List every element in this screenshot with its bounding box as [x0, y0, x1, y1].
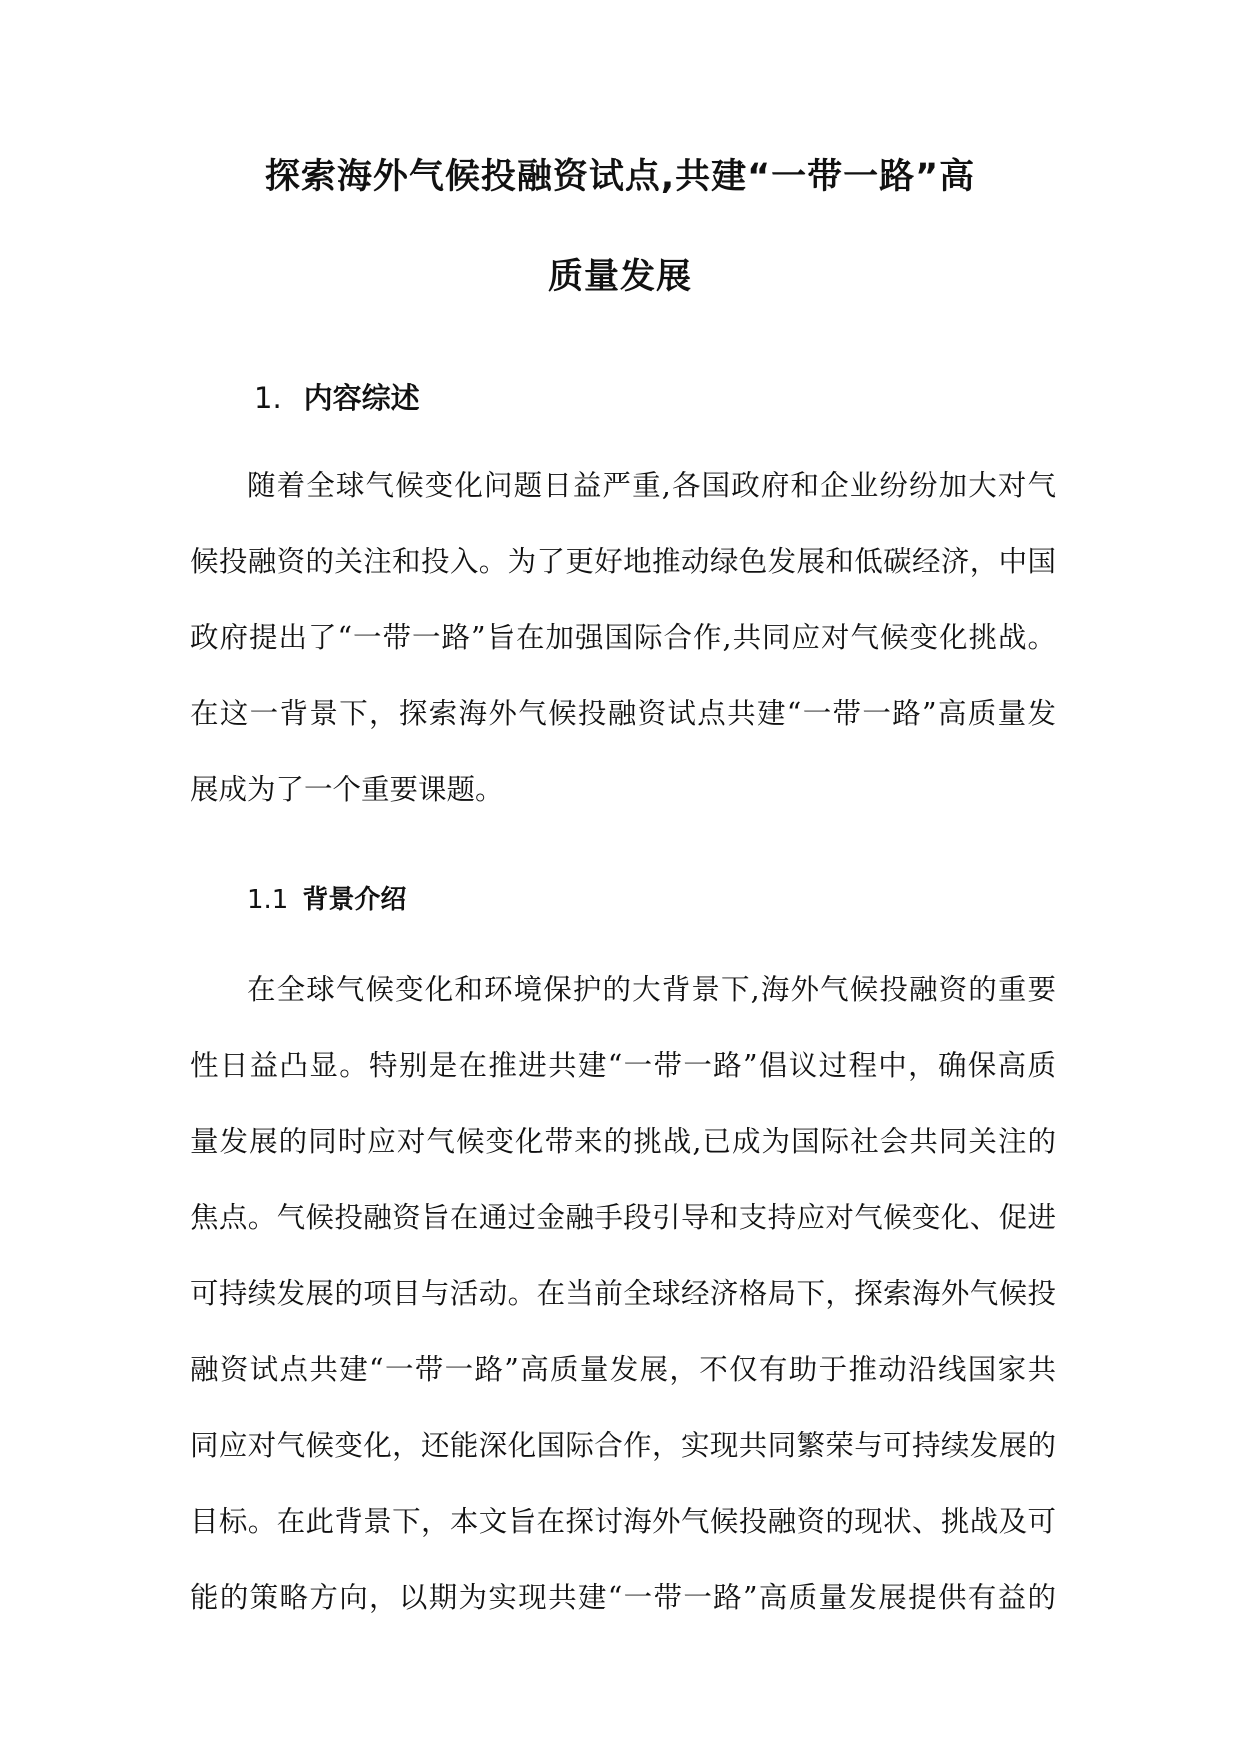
section-1-1-paragraph: [190, 952, 1056, 1636]
section-1-number: 1.: [254, 381, 282, 415]
paragraph-line: 随着全球气候变化问题日益严重,各国政府和企业纷纷加大对气: [247, 469, 1056, 502]
document-title-line-1: 探索海外气候投融资试点,共建“一带一路”高: [264, 157, 976, 197]
paragraph-line: 融资试点共建“一带一路”高质量发展，不仅有助于推动沿线国家共: [190, 1353, 1056, 1386]
paragraph-line: 展成为了一个重要课题。: [190, 773, 504, 806]
paragraph-line: 在全球气候变化和环境保护的大背景下,海外气候投融资的重要: [247, 973, 1056, 1006]
section-1-heading: [254, 378, 420, 418]
paragraph-line: 可持续发展的项目与活动。在当前全球经济格局下，探索海外气候投: [190, 1277, 1056, 1310]
section-1-1-number: 1.1: [247, 885, 289, 915]
paragraph-line: 政府提出了“一带一路”旨在加强国际合作,共同应对气候变化挑战。: [190, 621, 1056, 654]
paragraph-line: 目标。在此背景下，本文旨在探讨海外气候投融资的现状、挑战及可: [190, 1505, 1056, 1538]
paragraph-line: 能的策略方向，以期为实现共建“一带一路”高质量发展提供有益的: [190, 1581, 1056, 1614]
paragraph-line: 量发展的同时应对气候变化带来的挑战,已成为国际社会共同关注的: [190, 1125, 1056, 1158]
section-1-1-heading: [247, 880, 406, 920]
paragraph-line: 性日益凸显。特别是在推进共建“一带一路”倡议过程中，确保高质: [190, 1049, 1056, 1082]
document-title-line-2: 质量发展: [547, 257, 692, 297]
paragraph-line: 同应对气候变化，还能深化国际合作，实现共同繁荣与可持续发展的: [190, 1429, 1056, 1462]
section-1-paragraph: [190, 448, 1056, 828]
section-1-title: 内容综述: [303, 381, 420, 415]
paragraph-line: 在这一背景下，探索海外气候投融资试点共建“一带一路”高质量发: [190, 697, 1056, 730]
paragraph-line: 焦点。气候投融资旨在通过金融手段引导和支持应对气候变化、促进: [190, 1201, 1056, 1234]
section-1-1-title: 背景介绍: [302, 885, 407, 915]
paragraph-line: 候投融资的关注和投入。为了更好地推动绿色发展和低碳经济，中国: [190, 545, 1056, 578]
